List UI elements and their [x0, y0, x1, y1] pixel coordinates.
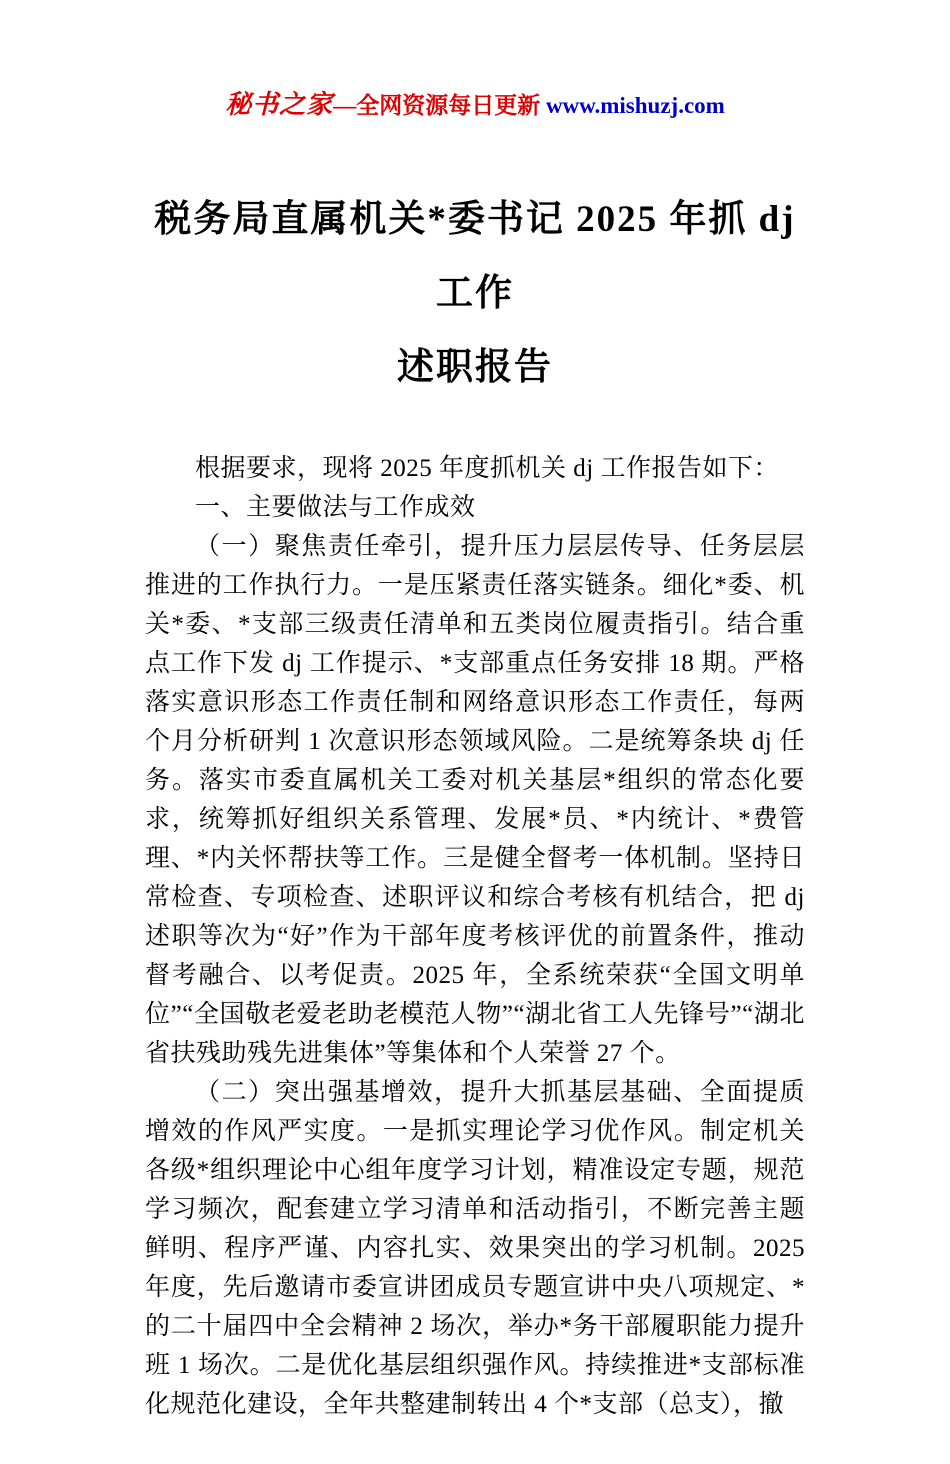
paragraph-section-heading: 一、主要做法与工作成效: [195, 494, 476, 521]
site-tagline: —全网资源每日更新: [333, 93, 546, 118]
site-header: [145, 84, 805, 121]
doc-title-line1: 税务局直属机关*委书记 2025 年抓 dj 工作: [154, 199, 796, 314]
site-name: 秘书之家: [225, 90, 334, 119]
paragraph-item-1: （一）聚焦责任牵引，提升压力层层传导、任务层层推进的工作执行力。一是压紧责任落实链条。细化*委、机关*委、*支部三级责任清单和五类岗位履责指引。结合重点工作下发 dj 工作提示、*支部重点任务安排 18 期。严格落实意识形态工作责任制和网络意识形态工作责任，每两个月分析研判 1 次意识形态领域风险。二是统筹条块 dj 任务。落实市委直属机关工委对机关基层*组织的常态化要求，统筹抓好组织关系管理、发展*员、*内统计、*费管理、*内关怀帮扶等工作。三是健全督考一体机制。坚持日常检查、专项检查、述职评议和综合考核有机结合，把 dj 述职等次为“好”作为干部年度考核评优的前置条件，推动督考融合、以考促责。2025 年，全系统荣获“全国文明单位”“全国敬老爱老助老模范人物”“湖北省工人先锋号”“湖北省扶残助残先进集体”等集体和个人荣誉 27 个。: [145, 533, 805, 1067]
paragraph-intro: 根据要求，现将 2025 年度抓机关 dj 工作报告如下：: [195, 455, 779, 482]
doc-title-line2: 述职报告: [397, 347, 553, 388]
paragraph-item-2: （二）突出强基增效，提升大抓基层基础、全面提质增效的作风严实度。一是抓实理论学习优作风。制定机关各级*组织理论中心组年度学习计划，精准设定专题，规范学习频次，配套建立学习清单和活动指引，不断完善主题鲜明、程序严谨、内容扎实、效果突出的学习机制。2025 年度，先后邀请市委宣讲团成员专题宣讲中央八项规定、*的二十届四中全会精神 2 场次，举办*务干部履职能力提升班 1 场次。二是优化基层组织强作风。持续推进*支部标准化规范化建设，全年共整建制转出 4 个*支部（总支），撤: [145, 1079, 805, 1418]
doc-body: [145, 449, 805, 1424]
site-url-link[interactable]: www.mishuzj.com: [545, 93, 725, 118]
doc-title: [145, 183, 805, 405]
